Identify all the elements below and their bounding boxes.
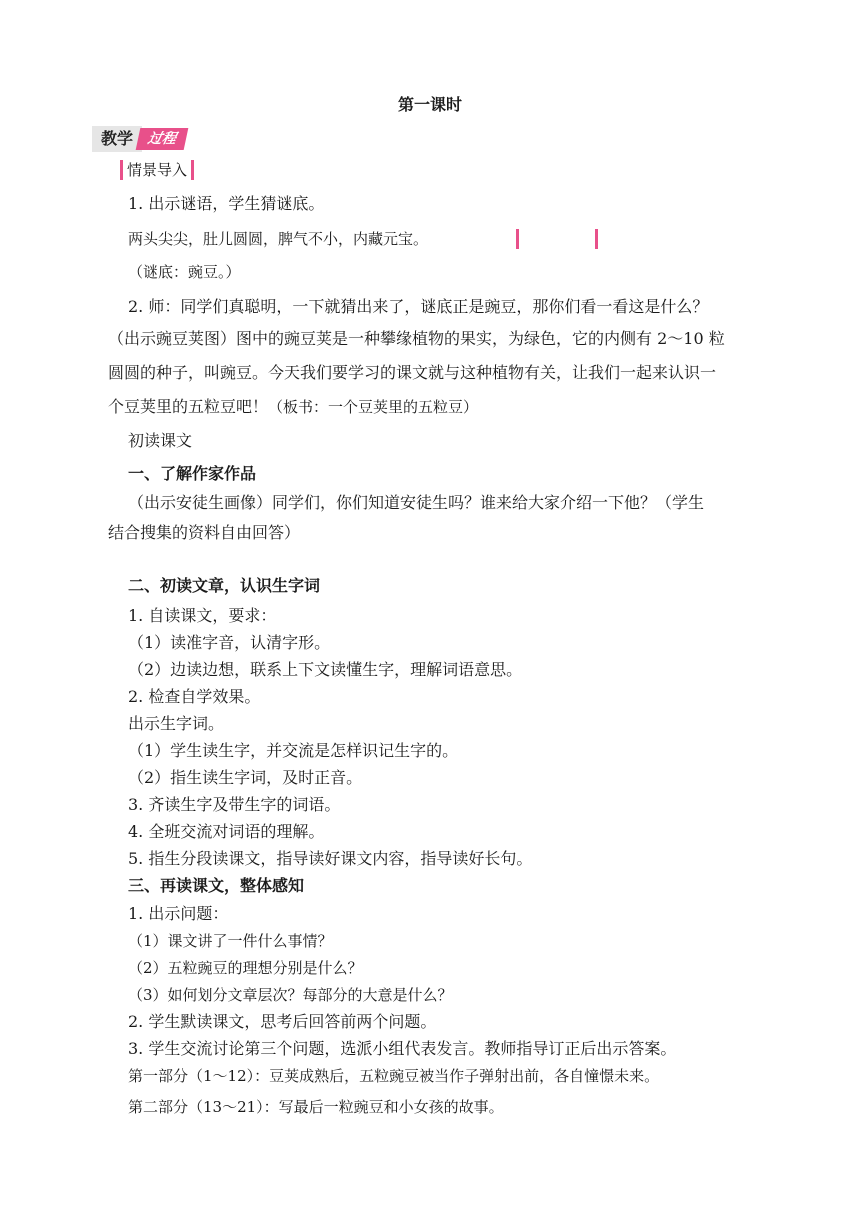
heading-1-text-line-1: （出示安徒生画像）同学们，你们知道安徒生吗？谁来给大家介绍一下他？（学生: [128, 493, 705, 512]
h2-item-10: 5. 指生分段读课文，指导读好课文内容，指导读好长句。: [128, 849, 533, 868]
h3-item-3: （2）五粒豌豆的理想分别是什么？: [128, 959, 363, 977]
h2-item-2: （1）读准字音，认清字形。: [128, 633, 331, 652]
h3-item-5: 2. 学生默读课文，思考后回答前两个问题。: [128, 1012, 437, 1031]
h2-item-9: 4. 全班交流对词语的理解。: [128, 822, 325, 841]
heading-3: 三、再读课文，整体感知: [128, 876, 305, 895]
h2-item-3: （2）边读边想，联系上下文读懂生字，理解词语意思。: [128, 660, 523, 679]
teaching-process-tag: [92, 126, 192, 152]
heading-1: 一、了解作家作品: [128, 464, 257, 483]
h3-item-2: （1）课文讲了一件什么事情？: [128, 932, 333, 950]
h3-item-6: 3. 学生交流讨论第三个问题，选派小组代表发言。教师指导订正后出示答案。: [128, 1039, 677, 1058]
tag-label-right: 过程: [136, 128, 189, 150]
riddle-answer: （谜底：豌豆。）: [128, 263, 241, 281]
paragraph-2-line-2: （出示豌豆荚图）图中的豌豆荚是一种攀缘植物的果实，为绿色，它的内侧有 2～10 粒: [108, 329, 725, 348]
h2-item-6: （1）学生读生字，并交流是怎样识记生字的。: [128, 741, 459, 760]
h2-item-5: 出示生字词。: [128, 714, 225, 733]
tag-label-left: 教学: [92, 126, 142, 152]
section-tag-intro: 情景导入: [120, 160, 194, 180]
h3-item-4: （3）如何划分文章层次？每部分的大意是什么？: [128, 986, 453, 1004]
riddle-text: 两头尖尖，肚儿圆圆，脾气不小，内藏元宝。: [128, 230, 429, 248]
section-first-reading: 初读课文: [128, 431, 193, 450]
paragraph-2-line-1: 2. 师：同学们真聪明，一下就猜出来了，谜底正是豌豆，那你们看一看这是什么？: [128, 297, 709, 316]
blackboard-note: （板书：一个豆荚里的五粒豆）: [268, 398, 479, 416]
h3-item-8: 第二部分（13～21）：写最后一粒豌豆和小女孩的故事。: [128, 1098, 504, 1116]
h3-item-7: 第一部分（1～12）：豆荚成熟后，五粒豌豆被当作子弹射出前，各自憧憬未来。: [128, 1067, 660, 1085]
heading-1-text-line-2: 结合搜集的资料自由回答）: [108, 523, 301, 542]
h3-item-1: 1. 出示问题：: [128, 904, 229, 923]
paragraph-2-line-4-text: 个豆荚里的五粒豆吧！: [108, 397, 269, 416]
page-title: 第一课时: [397, 95, 462, 114]
h2-item-1: 1. 自读课文，要求：: [128, 606, 277, 625]
h2-item-4: 2. 检查自学效果。: [128, 687, 261, 706]
h2-item-7: （2）指生读生字词，及时正音。: [128, 768, 363, 787]
paragraph-2-line-3: 圆圆的种子，叫豌豆。今天我们要学习的课文就与这种植物有关，让我们一起来认识一: [108, 363, 717, 382]
paragraph-2-line-4: [108, 396, 478, 418]
step-1: 1. 出示谜语，学生猜谜底。: [128, 194, 325, 213]
h2-item-8: 3. 齐读生字及带生字的词语。: [128, 795, 341, 814]
heading-2: 二、初读文章，认识生字词: [128, 576, 321, 595]
answer-blank-box: [516, 229, 598, 249]
